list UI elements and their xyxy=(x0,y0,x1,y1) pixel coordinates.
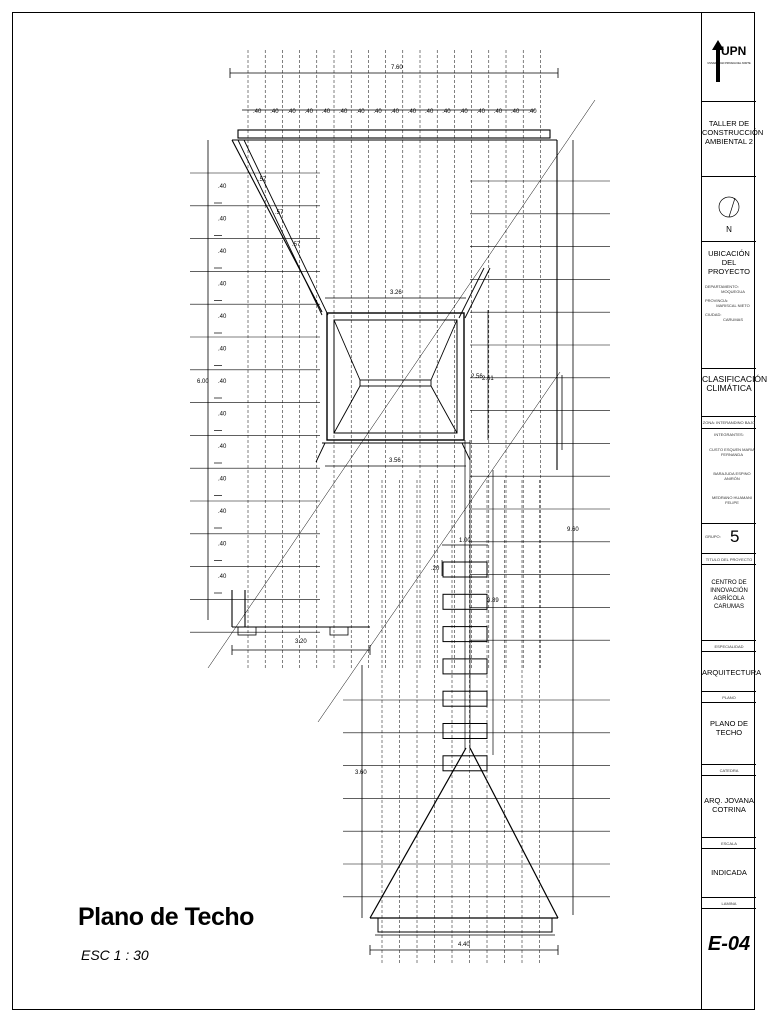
spacing-label: .40 xyxy=(218,314,227,320)
spacing-label: .40 xyxy=(425,109,434,115)
svg-text:UPN: UPN xyxy=(721,44,747,58)
spacing-label: .40 xyxy=(218,249,227,255)
diag-label-1: .57 xyxy=(258,177,267,183)
project-label: TITULO DEL PROYECTO xyxy=(702,554,756,565)
zone-cell: ZONA: INTERANDINO BAJO xyxy=(702,417,756,429)
plate-value: E-04 xyxy=(707,933,751,955)
plan-scale: ESC 1 : 30 xyxy=(81,947,149,963)
inner-bottom-label: 3.56 xyxy=(389,458,401,464)
diag-label-3: .57 xyxy=(292,242,301,248)
city-label: CIUDAD: xyxy=(705,312,722,317)
teacher-value: ARQ. JOVANA COTRINA xyxy=(702,776,756,838)
stair-step-label: .20 xyxy=(431,566,440,572)
inner-h2-label: 2.61 xyxy=(482,376,494,382)
title-block xyxy=(701,12,768,1010)
diag-label-2: .57 xyxy=(275,210,284,216)
spacing-label: .40 xyxy=(218,379,227,385)
spacing-label: .40 xyxy=(218,444,227,450)
spacing-label: .40 xyxy=(218,216,227,223)
spacing-label: .40 xyxy=(511,109,520,115)
specialty-value: ARQUITECTURA xyxy=(702,652,756,692)
spacing-label: .40 xyxy=(459,109,468,115)
right-total-label: 9.60 xyxy=(567,527,579,533)
scale-label: ESCALA xyxy=(702,838,756,849)
spacing-label: .40 xyxy=(528,109,537,115)
group-value: 5 xyxy=(730,527,740,546)
prov-value: MARISCAL NIETO xyxy=(716,303,750,308)
lower-width-label: 4.40 xyxy=(458,942,470,948)
member-2: BARAJUDA ESPINO ANIRÓN xyxy=(713,471,751,481)
location-cell xyxy=(702,242,756,369)
spacing-label: .40 xyxy=(218,509,227,515)
central-courtyard xyxy=(316,313,470,462)
top-total-label: 7.60 xyxy=(391,65,403,71)
spacing-label: .40 xyxy=(218,411,227,418)
spacing-label: .40 xyxy=(356,109,365,115)
spacing-label: .40 xyxy=(390,109,399,115)
spacing-label: .40 xyxy=(218,346,227,353)
inner-top-label: 3.26 xyxy=(390,290,402,296)
top-dimension xyxy=(230,68,558,110)
spacing-label: .40 xyxy=(218,476,227,483)
plate-label: LAMINA xyxy=(702,898,756,909)
spacing-label: .40 xyxy=(218,574,227,580)
spacing-label: .40 xyxy=(493,109,503,115)
spacing-label: .40 xyxy=(218,281,227,288)
lower-gable-roof xyxy=(362,665,558,955)
spacing-label: .40 xyxy=(270,109,279,115)
north-label: N xyxy=(726,225,732,234)
dept-label: DEPARTAMENTO: xyxy=(705,284,739,289)
logo-cell xyxy=(702,12,756,102)
location-heading: UBICACIÓN DEL PROYECTO xyxy=(708,249,750,276)
north-cell xyxy=(702,177,756,242)
course-cell: TALLER DE CONSTRUCCIÓN AMBIENTAL 2 xyxy=(702,102,756,177)
project-value: CENTRO DE INNOVACIÓN AGRÍCOLA CARUMAS xyxy=(702,565,756,641)
spacing-label: .40 xyxy=(218,541,227,548)
sheet-value: PLANO DE TECHO xyxy=(702,703,756,765)
prov-label: PROVINCIA: xyxy=(705,298,729,303)
spacing-label: .40 xyxy=(304,109,313,115)
lower-height-label: 3.60 xyxy=(355,770,367,776)
spacing-label: .40 xyxy=(253,109,262,115)
sheet-label: PLANO xyxy=(702,692,756,703)
bottom-left-label: 3.20 xyxy=(295,639,307,645)
spacing-label: .40 xyxy=(373,109,382,115)
spacing-label: .40 xyxy=(476,109,485,115)
spacing-label: .40 xyxy=(218,184,227,190)
climate-heading: CLASIFICACIÓN CLIMÁTICA xyxy=(702,369,756,417)
upper-roof-outline xyxy=(232,130,557,627)
member-1: CUSTO ESQUEN MARIA FERNANDA xyxy=(709,447,755,457)
scale-value: INDICADA xyxy=(702,849,756,898)
stair-run-label: 3.89 xyxy=(487,598,499,604)
spacing-label: .40 xyxy=(321,109,331,115)
specialty-label: ESPECIALIDAD xyxy=(702,641,756,652)
plan-title: Plano de Techo xyxy=(78,903,254,931)
stair-width-label: 1.00 xyxy=(459,538,471,544)
members-cell xyxy=(702,429,756,524)
left-total-label: 6.00 xyxy=(197,379,209,385)
group-label: GRUPO: xyxy=(705,534,721,539)
section-cut-line-2 xyxy=(318,372,560,722)
inner-h1-label: 2.56 xyxy=(471,374,483,380)
teacher-label: CATEDRA xyxy=(702,765,756,776)
city-value: CARUMAS xyxy=(722,317,743,322)
members-label: INTEGRANTES: xyxy=(714,432,744,437)
member-3: MEDRANO HUAMANI FELIPE xyxy=(711,495,752,505)
hip-ridges xyxy=(238,140,490,318)
dept-value: MOQUEGUA xyxy=(721,289,745,294)
spacing-label: .40 xyxy=(442,109,451,115)
spacing-label: .40 xyxy=(407,109,417,115)
stair-dimensions xyxy=(442,470,493,755)
group-cell xyxy=(702,524,756,554)
upn-logo xyxy=(702,12,756,102)
spacing-label: .40 xyxy=(287,109,296,115)
logo-sub: UNIVERSIDAD PRIVADA DEL NORTE xyxy=(707,62,751,65)
spacing-label: .40 xyxy=(339,109,348,115)
